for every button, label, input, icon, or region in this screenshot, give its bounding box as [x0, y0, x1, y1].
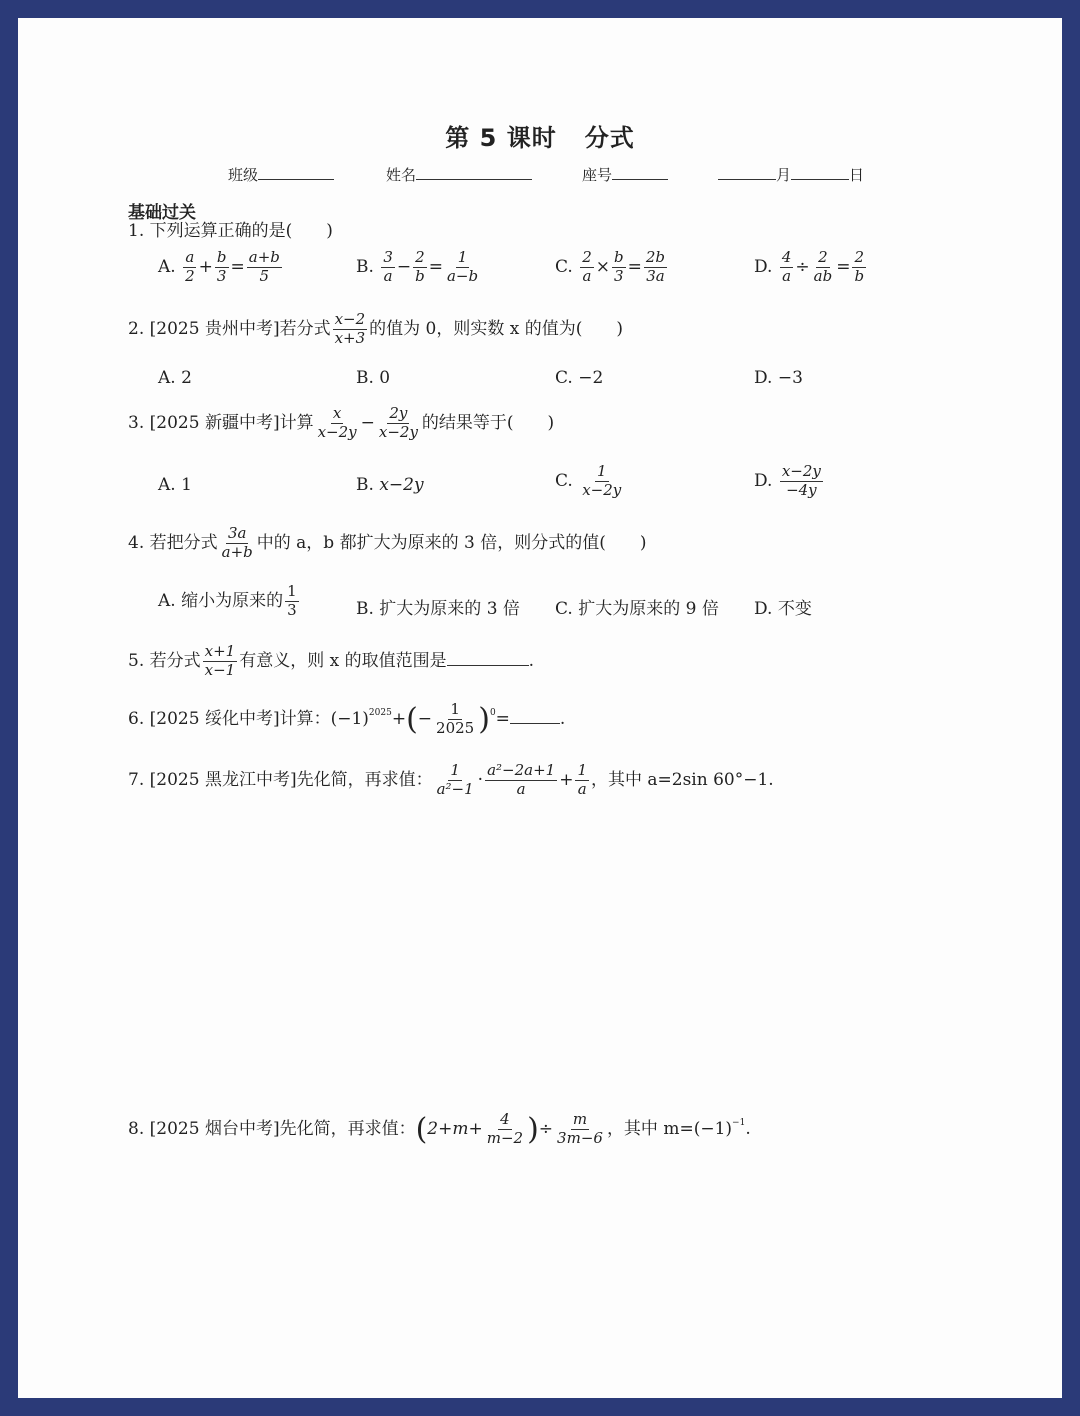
question-source-tag: [2025 新疆中考] — [149, 412, 280, 433]
date-field[interactable]: 月 日 — [718, 164, 864, 185]
question-source-tag: [2025 黑龙江中考] — [149, 769, 297, 790]
question-5: 5. 若分式 $\frac{x+1}{x-1}$ 有意义，则 x 的取值范围是 . — [128, 642, 535, 679]
q2-option-a[interactable]: A. 2 — [158, 368, 192, 388]
question-source-tag: [2025 烟台中考] — [149, 1119, 280, 1139]
question-3: 3. [2025 新疆中考]计算 $\frac{x}{x-2y}$ − $\frac{2y}{x-2y}$ 的结果等于( ) — [128, 404, 555, 441]
page-title — [18, 118, 1062, 153]
q1-option-b[interactable]: B. $\frac{3}{a}$ − $\frac{2}{b}$ = $\frac{1}{a-b}$ — [356, 248, 479, 285]
lesson-topic: 分式 — [584, 124, 635, 152]
worksheet-page — [18, 18, 1062, 1398]
seat-field[interactable]: 座号 — [582, 164, 668, 185]
q3-option-a[interactable]: A. 1 — [158, 475, 192, 495]
q2-option-c[interactable]: C. −2 — [555, 368, 604, 388]
q3-option-b[interactable]: B. x−2y — [356, 475, 424, 495]
q3-option-d[interactable]: D. $\frac{x-2y}{-4y}$ — [754, 462, 821, 499]
month-blank[interactable] — [718, 165, 776, 180]
q3-option-c[interactable]: C. $\frac{1}{x-2y}$ — [555, 462, 622, 499]
q6-answer-blank[interactable] — [510, 709, 560, 724]
day-blank[interactable] — [791, 165, 849, 180]
question-source-tag: [2025 贵州中考] — [149, 318, 280, 339]
q2-option-d[interactable]: D. −3 — [754, 368, 803, 388]
seat-blank[interactable] — [612, 165, 668, 180]
question-2: 2. [2025 贵州中考]若分式 $\frac{x-2}{x+3}$ 的值为 0，则实数 x 的值为( ) — [128, 310, 624, 347]
question-4: 4. 若把分式 $\frac{3a}{a+b}$ 中的 a，b 都扩大为原来的 3 倍，则分式的值( ) — [128, 524, 647, 561]
q4-option-d[interactable]: D. 不变 — [754, 599, 812, 619]
question-6: 6. [2025 绥化中考]计算：$(-1)^{2025}+(-$ $\frac{1}{2025}$ )$^0$= . — [128, 700, 566, 737]
question-1-stem: 下列运算正确的是( ) — [149, 221, 333, 241]
class-field[interactable]: 班级 — [228, 164, 334, 185]
name-blank[interactable] — [416, 165, 532, 180]
question-7: 7. [2025 黑龙江中考]先化简，再求值： $\frac{1}{\text{a²−1}}$ · $\frac{\text{a²−2a+1}}{a}$ + $\frac{1}{a}$ ，其中 a=2sin 60°−1. — [128, 761, 774, 798]
q2-option-b[interactable]: B. 0 — [356, 368, 391, 388]
q4-option-c[interactable]: C. 扩大为原来的 9 倍 — [555, 599, 719, 619]
section-heading: 基础过关 — [128, 203, 196, 223]
q4-option-b[interactable]: B. 扩大为原来的 3 倍 — [356, 599, 520, 619]
q1-option-c[interactable]: C. $\frac{2}{a}$ × $\frac{b}{3}$ = $\frac{2b}{3a}$ — [555, 248, 666, 285]
question-source-tag: [2025 绥化中考] — [149, 709, 280, 729]
class-blank[interactable] — [258, 165, 334, 180]
q5-answer-blank[interactable] — [447, 651, 529, 666]
lesson-number: 第 5 课时 — [445, 124, 557, 152]
question-1: 1. 下列运算正确的是( ) — [128, 221, 333, 241]
q1-option-d[interactable]: D. $\frac{4}{a}$ ÷ $\frac{2}{ab}$ = $\frac{2}{b}$ — [754, 248, 865, 285]
question-8: 8. [2025 烟台中考]先化简，再求值：(2+m+ $\frac{4}{m-2}$ )÷ $\frac{m}{3m-6}$ ，其中 $m=(-1)^{-1}$. — [128, 1110, 751, 1147]
q1-option-a[interactable]: A. $\frac{a}{2}$ + $\frac{b}{3}$ = $\frac{a+b}{5}$ — [158, 248, 280, 285]
q4-option-a[interactable]: A. 缩小为原来的 $\frac{1}{3}$ — [158, 582, 297, 619]
name-field[interactable]: 姓名 — [386, 164, 532, 185]
